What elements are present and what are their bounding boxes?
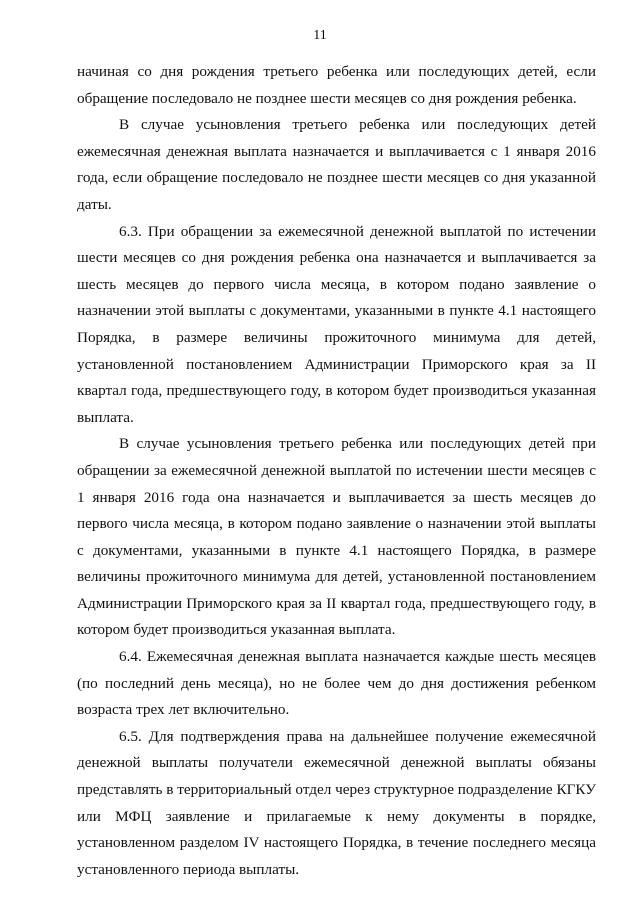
paragraph-continuation: начиная со дня рождения третьего ребенка или последующих детей, если обращение последовало не позднее шести месяцев со дня рождения ребенка. <box>77 63 596 107</box>
paragraph-6-3: 6.3. При обращении за ежемесячной денежной выплатой по истечении шести месяцев со дня рождения ребенка она назначается и выплачивается за шесть месяцев до первого числа месяца, в котором подано заявление о назначении этой выплаты с документами, указанными в пункте 4.1 настоящего Порядка, в размере величины прожиточного минимума для детей, установленной постановлением Администрации Приморского края за II квартал года, предшествующего году, в котором будет производиться указанная выплата. <box>77 222 596 426</box>
page-number: 11 <box>313 28 327 43</box>
document-body <box>77 59 596 883</box>
paragraph-6-3-adoption-case: В случае усыновления третьего ребенка или последующих детей при обращении за ежемесячной денежной выплатой по истечении шести месяцев с 1 января 2016 года она назначается и выплачивается за шесть месяцев до первого числа месяца, в котором подано заявление о назначении этой выплаты с документами, указанными в пункте 4.1 настоящего Порядка, в размере величины прожиточного минимума для детей, установленной постановлением Администрации Приморского края за II квартал года, предшествующего году, в котором будет производиться указанная выплата. <box>77 435 596 639</box>
paragraph-6-4: 6.4. Ежемесячная денежная выплата назначается каждые шесть месяцев (по последний день месяца), но не более чем до дня достижения ребенком возраста трех лет включительно. <box>77 648 596 719</box>
paragraph-6-5: 6.5. Для подтверждения права на дальнейшее получение ежемесячной денежной выплаты получатели ежемесячной денежной выплаты обязаны представлять в территориальный отдел через структурное подразделение КГКУ или МФЦ заявление и прилагаемые к нему документы в порядке, установленном разделом IV настоящего Порядка, в течение последнего месяца установленного периода выплаты. <box>77 727 596 878</box>
paragraph-adoption-case: В случае усыновления третьего ребенка или последующих детей ежемесячная денежная выплата назначается и выплачивается с 1 января 2016 года, если обращение последовало не позднее шести месяцев со дня указанной даты. <box>77 116 596 213</box>
